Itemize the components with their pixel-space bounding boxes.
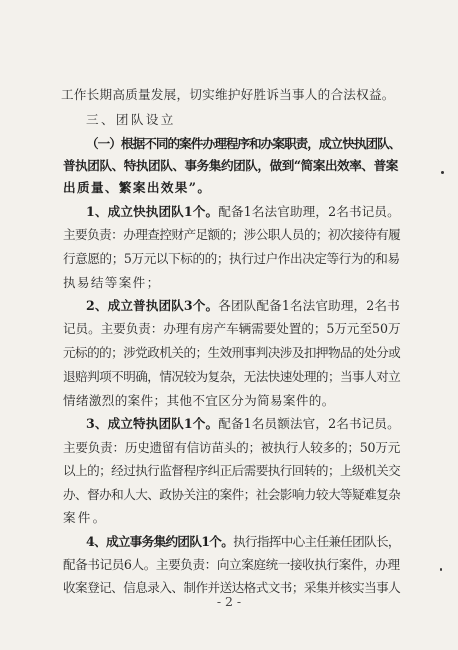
text-line — [86, 298, 400, 314]
text-line: 以上的；经过执行监督程序纠正后需要执行回转的；上级机关交 — [63, 463, 401, 478]
text-line — [86, 204, 400, 220]
text-line: 三、团队设立 — [86, 112, 176, 127]
text-line: 工作长期高质量发展，切实维护好胜诉当事人的合法权益。 — [61, 87, 395, 102]
text-line: 退赔判项不明确，情况较为复杂，无法快速处理的；当事人对立 — [63, 369, 401, 384]
section-text: 执行指挥中心主任兼任团队长， — [233, 534, 400, 549]
text-line — [86, 416, 400, 432]
text-line: 案件。 — [63, 510, 108, 525]
scan-speck — [440, 568, 442, 571]
section-text: 配备1名法官助理，2名书记员。 — [218, 204, 400, 219]
text-line: 行意愿的；5万元以下标的的；执行过户作出决定等行为的和易 — [63, 251, 400, 266]
section-heading: 2、成立普执团队3个。 — [86, 298, 219, 313]
text-line: 主要负责：历史遗留有信访苗头的；被执行人较多的；50万元 — [63, 440, 401, 455]
text-line: 执易结等案件； — [63, 275, 161, 290]
text-line: 元标的的；涉党政机关的；生效刑事判决涉及扣押物品的处分或 — [63, 345, 401, 360]
text-line: 情绪激烈的案件；其他不宜区分为简易案件的。 — [63, 393, 335, 408]
section-heading: 3、成立特执团队1个。 — [86, 416, 219, 431]
section-text: 各团队配备1名法官助理，2名书 — [218, 298, 400, 313]
text-line: 普执团队、特执团队、事务集约团队，做到“简案出效率、普案 — [63, 158, 398, 173]
text-line — [86, 534, 400, 550]
text-line: 出质量、繁案出效果”。 — [63, 180, 212, 195]
scan-speck — [441, 171, 444, 174]
section-heading: 4、成立事务集约团队1个。 — [86, 534, 234, 549]
section-text: 配备1名员额法官，2名书记员。 — [218, 416, 400, 431]
text-line: 收案登记、信息录入、制作并送达格式文书；采集并核实当事人 — [63, 580, 401, 595]
section-heading: 1、成立快执团队1个。 — [86, 204, 219, 219]
text-line: 配备书记员6人。主要负责：向立案庭统一接收执行案件，办理 — [63, 557, 400, 572]
text-line: 记员。主要负责：办理有房产车辆需要处置的；5万元至50万 — [63, 321, 401, 336]
page-number: - 2 - — [216, 594, 242, 609]
text-line: 主要负责：办理查控财产足额的；涉公职人员的；初次接待有履 — [63, 227, 401, 242]
text-line: （一）根据不同的案件办理程序和办案职责，成立快执团队、 — [86, 136, 401, 151]
text-line: 办、督办和人大、政协关注的案件；社会影响力较大等疑难复杂 — [63, 487, 401, 502]
